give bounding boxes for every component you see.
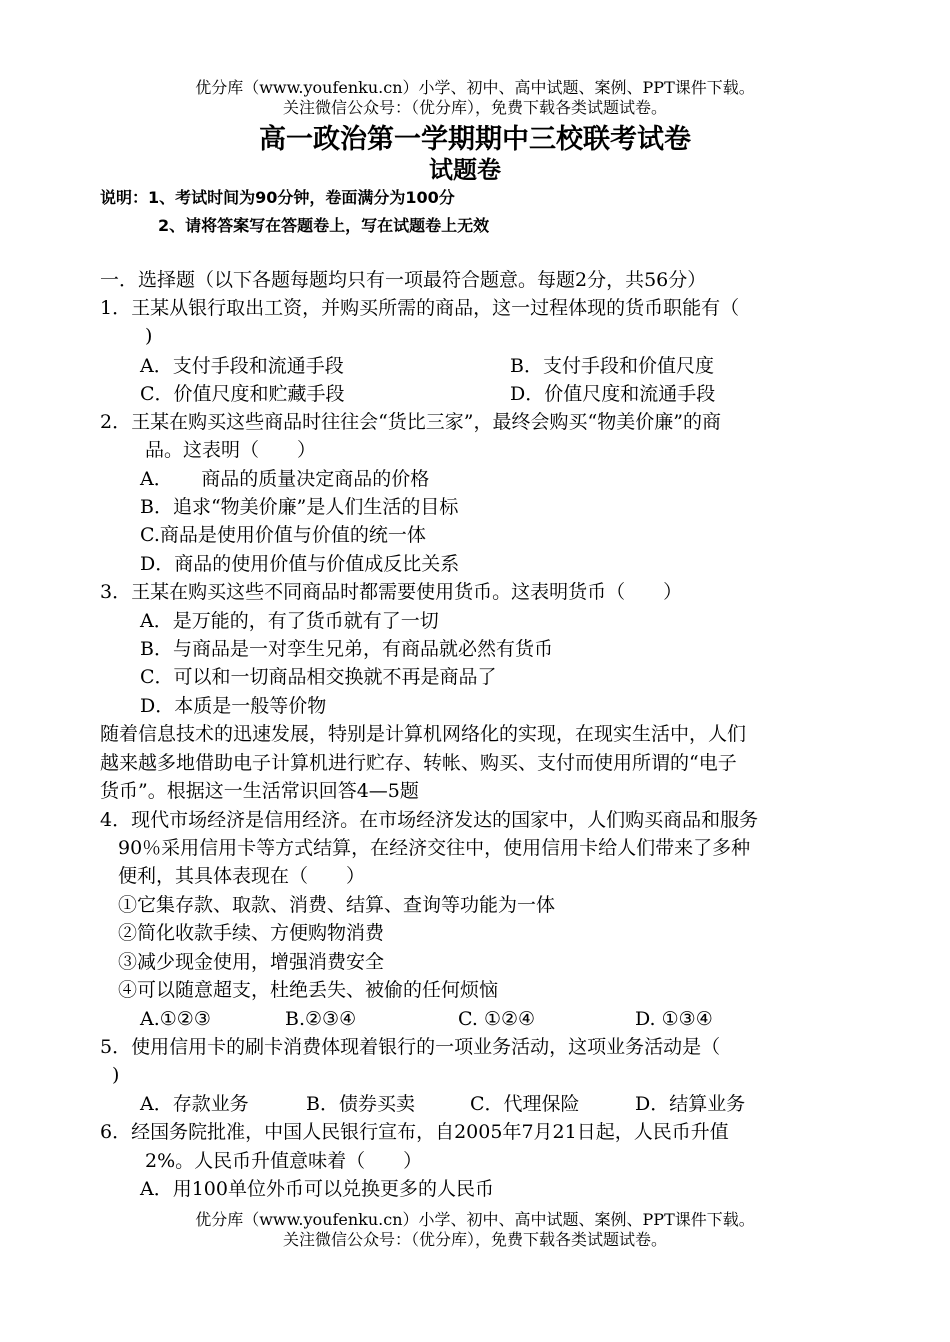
question-5-text-cont: ) xyxy=(112,1064,120,1086)
instruction-1: 说明：1、考试时间为90分钟，卷面满分为100分 xyxy=(100,188,455,207)
footer-line-2: 关注微信公众号：（优分库），免费下载各类试题试卷。 xyxy=(282,1230,667,1249)
question-3-option-c: C．可以和一切商品相交换就不再是商品了 xyxy=(140,666,497,688)
passage-line-2: 越来越多地借助电子计算机进行贮存、转帐、购买、支付而使用所谓的“电子 xyxy=(100,752,737,774)
question-1-text: 1．王某从银行取出工资，并购买所需的商品，这一过程体现的货币职能有（ xyxy=(100,297,740,319)
question-1-option-a: A．支付手段和流通手段 xyxy=(140,355,344,377)
header-line-2: 关注微信公众号：（优分库），免费下载各类试题试卷。 xyxy=(282,98,667,117)
question-4-option-c: C. ①②④ xyxy=(458,1008,536,1030)
question-1-option-c: C．价值尺度和贮藏手段 xyxy=(140,383,345,405)
question-4-option-d: D. ①③④ xyxy=(635,1008,713,1030)
question-2-option-c: C.商品是使用价值与价值的统一体 xyxy=(140,524,426,546)
section-heading: 一．选择题（以下各题每题均只有一项最符合题意。每题2分，共56分） xyxy=(100,269,707,291)
page-subtitle: 试题卷 xyxy=(429,156,501,184)
question-4-statement-2: ②简化收款手续、方便购物消费 xyxy=(118,922,385,944)
question-3-option-d: D．本质是一般等价物 xyxy=(140,695,327,717)
question-4-text-cont-1: 90％采用信用卡等方式结算，在经济交往中，使用信用卡给人们带来了多种 xyxy=(118,837,751,859)
question-5-option-b: B．债券买卖 xyxy=(306,1093,415,1115)
question-5-option-a: A．存款业务 xyxy=(140,1093,249,1115)
header-line-1: 优分库（www.youfenku.cn）小学、初中、高中试题、案例、PPT课件下载。 xyxy=(195,78,755,97)
question-1-option-b: B．支付手段和价值尺度 xyxy=(510,355,714,377)
instruction-2: 2、请将答案写在答题卷上，写在试题卷上无效 xyxy=(158,216,490,235)
question-3-option-a: A．是万能的，有了货币就有了一切 xyxy=(140,610,439,632)
question-4-option-b: B.②③④ xyxy=(285,1008,357,1030)
question-2-option-a: A． 商品的质量决定商品的价格 xyxy=(140,468,430,490)
question-4-statement-3: ③减少现金使用，增强消费安全 xyxy=(118,951,385,973)
question-1-option-d: D．价值尺度和流通手段 xyxy=(510,383,716,405)
question-4-option-a: A.①②③ xyxy=(140,1008,211,1030)
question-2-text-cont: 品。这表明（ ） xyxy=(145,439,317,461)
question-3-option-b: B．与商品是一对孪生兄弟，有商品就必然有货币 xyxy=(140,638,553,660)
question-4-text: 4．现代市场经济是信用经济。在市场经济发达的国家中，人们购买商品和服务 xyxy=(100,809,759,831)
question-6-option-a: A．用100单位外币可以兑换更多的人民币 xyxy=(140,1178,494,1200)
footer-line-1: 优分库（www.youfenku.cn）小学、初中、高中试题、案例、PPT课件下载。 xyxy=(195,1210,755,1229)
question-2-text: 2．王某在购买这些商品时往往会“货比三家”，最终会购买“物美价廉”的商 xyxy=(100,411,721,433)
question-3-text: 3．王某在购买这些不同商品时都需要使用货币。这表明货币（ ） xyxy=(100,581,683,603)
question-5-option-c: C．代理保险 xyxy=(470,1093,580,1115)
question-1-text-cont: ) xyxy=(145,325,153,347)
question-4-statement-1: ①它集存款、取款、消费、结算、查询等功能为一体 xyxy=(118,894,556,916)
question-5-option-d: D．结算业务 xyxy=(635,1093,746,1115)
question-2-option-b: B．追求“物美价廉”是人们生活的目标 xyxy=(140,496,459,518)
question-6-text: 6．经国务院批准，中国人民银行宣布，自2005年7月21日起，人民币升值 xyxy=(100,1121,729,1143)
question-2-option-d: D．商品的使用价值与价值成反比关系 xyxy=(140,553,460,575)
passage-line-3: 货币”。根据这一生活常识回答4—5题 xyxy=(100,780,419,802)
page-title: 高一政治第一学期期中三校联考试卷 xyxy=(259,124,691,155)
question-4-text-cont-2: 便利，其具体表现在（ ） xyxy=(118,865,366,887)
passage-line-1: 随着信息技术的迅速发展，特别是计算机网络化的实现，在现实生活中，人们 xyxy=(100,723,747,745)
question-6-text-cont: 2%。人民币升值意味着（ ） xyxy=(145,1150,423,1172)
question-5-text: 5．使用信用卡的刷卡消费体现着银行的一项业务活动，这项业务活动是（ xyxy=(100,1036,721,1058)
question-4-statement-4: ④可以随意超支，杜绝丢失、被偷的任何烦恼 xyxy=(118,979,499,1001)
